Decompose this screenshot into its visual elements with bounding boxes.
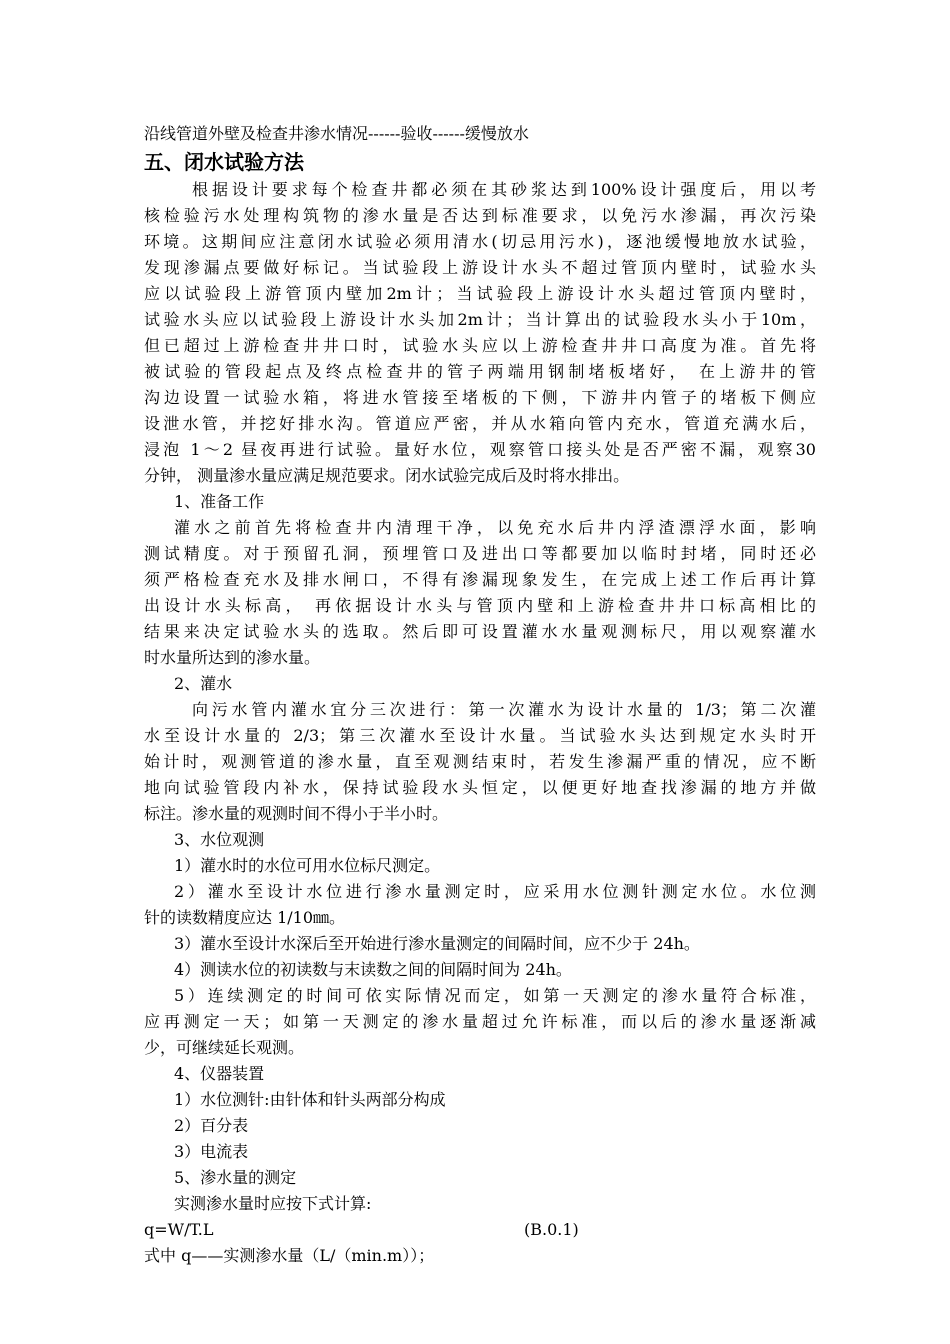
instrument-item: 2）百分表 bbox=[174, 1116, 249, 1135]
section-title: 五、闭水试验方法 bbox=[144, 150, 304, 174]
subsection-title-filling: 2、灌水 bbox=[174, 674, 233, 693]
subsection-title-preparation: 1、准备工作 bbox=[174, 492, 265, 511]
water-level-item-3: 3）灌水至设计水深后至开始进行渗水量测定的间隔时间，应不少于 24h。 bbox=[174, 934, 700, 953]
subsection-title-measurement: 5、渗水量的测定 bbox=[174, 1168, 297, 1187]
water-level-item-4: 4）测读水位的初读数与末读数之间的间隔时间为 24h。 bbox=[174, 960, 572, 979]
paragraph-line: 地向试验管段内补水，保持试验段水头恒定，以便更好地查找渗漏的地方并做 bbox=[144, 778, 816, 797]
water-level-item-2-line: 2）灌水至设计水位进行渗水量测定时，应采用水位测针测定水位。水位测 bbox=[174, 882, 816, 901]
paragraph-line: 出设计水头标高， 再依据设计水头与管顶内壁和上游检查井井口标高相比的 bbox=[144, 596, 816, 615]
instrument-item: 1）水位测针:由针体和针头两部分构成 bbox=[174, 1090, 446, 1109]
instrument-item: 3）电流表 bbox=[174, 1142, 249, 1161]
paragraph-line: 但已超过上游检查井井口时，试验水头应以上游检查井井口高度为准。首先将 bbox=[144, 336, 816, 355]
paragraph-line: 浸泡 1～2 昼夜再进行试验。量好水位，观察管口接头处是否严密不漏，观察30 bbox=[144, 440, 816, 459]
paragraph-line: 发现渗漏点要做好标记。当试验段上游设计水头不超过管顶内壁时，试验水头 bbox=[144, 258, 816, 277]
formula-number: (B.0.1) bbox=[524, 1220, 579, 1239]
document-body bbox=[144, 121, 816, 1269]
paragraph-line: 环境。这期间应注意闭水试验必须用清水(切忌用污水)，逐池缓慢地放水试验， bbox=[144, 232, 816, 251]
water-level-item-2-line: 针的读数精度应达 1/10㎜。 bbox=[144, 908, 346, 927]
paragraph-line: 标注。渗水量的观测时间不得小于半小时。 bbox=[144, 804, 449, 823]
main-paragraph bbox=[144, 177, 816, 489]
water-level-item-5-line: 5）连续测定的时间可依实际情况而定，如第一天测定的渗水量符合标准， bbox=[174, 986, 816, 1005]
paragraph-line: 灌水之前首先将检查井内清理干净，以免充水后井内浮渣漂浮水面，影响 bbox=[174, 518, 816, 537]
water-level-item-5-line: 少，可继续延长观测。 bbox=[144, 1038, 305, 1057]
formula-line bbox=[144, 1217, 816, 1243]
formula-note: 式中 q——实测渗水量（L/（min.m））； bbox=[144, 1246, 435, 1265]
subsection-title-instruments: 4、仪器装置 bbox=[174, 1064, 265, 1083]
paragraph-line: 沟边设置一试验水箱，将进水管接至堵板的下侧，下游井内管子的堵板下侧应 bbox=[144, 388, 816, 407]
paragraph-line: 须严格检查充水及排水闸口，不得有渗漏现象发生，在完成上述工作后再计算 bbox=[144, 570, 816, 589]
paragraph-line: 向污水管内灌水宜分三次进行：第一次灌水为设计水量的 1/3；第二次灌 bbox=[192, 700, 816, 719]
paragraph-line: 水至设计水量的 2/3；第三次灌水至设计水量。当试验水头达到规定水头时开 bbox=[144, 726, 816, 745]
water-level-item-5-line: 应再测定一天；如第一天测定的渗水量超过允许标准，而以后的渗水量逐渐减 bbox=[144, 1012, 816, 1031]
intro-line: 沿线管道外壁及检查井渗水情况------验收------缓慢放水 bbox=[144, 124, 529, 143]
filling-paragraph bbox=[144, 697, 816, 827]
paragraph-line: 时水量所达到的渗水量。 bbox=[144, 648, 321, 667]
measurement-intro: 实测渗水量时应按下式计算: bbox=[174, 1194, 372, 1213]
preparation-paragraph bbox=[144, 515, 816, 671]
paragraph-line: 核检验污水处理构筑物的渗水量是否达到标准要求，以免污水渗漏，再次污染 bbox=[144, 206, 816, 225]
subsection-title-water-level: 3、水位观测 bbox=[174, 830, 265, 849]
paragraph-line: 被试验的管段起点及终点检查井的管子两端用钢制堵板堵好， 在上游井的管 bbox=[144, 362, 816, 381]
paragraph-line: 试验水头应以试验段上游设计水头加2m计；当计算出的试验段水头小于10m， bbox=[144, 310, 816, 329]
paragraph-line: 根据设计要求每个检查井都必须在其砂浆达到100%设计强度后，用以考 bbox=[192, 180, 816, 199]
paragraph-line: 设泄水管，并挖好排水沟。管道应严密，并从水箱向管内充水，管道充满水后， bbox=[144, 414, 816, 433]
paragraph-line: 始计时，观测管道的渗水量，直至观测结束时，若发生渗漏严重的情况，应不断 bbox=[144, 752, 816, 771]
paragraph-line: 分钟， 测量渗水量应满足规范要求。闭水试验完成后及时将水排出。 bbox=[144, 466, 630, 485]
paragraph-line: 结果来决定试验水头的选取。然后即可设置灌水水量观测标尺，用以观察灌水 bbox=[144, 622, 816, 641]
paragraph-line: 测试精度。对于预留孔洞，预埋管口及进出口等都要加以临时封堵，同时还必 bbox=[144, 544, 816, 563]
water-level-item-1: 1）灌水时的水位可用水位标尺测定。 bbox=[174, 856, 441, 875]
paragraph-line: 应以试验段上游管顶内壁加2m计；当试验段上游设计水头超过管顶内壁时， bbox=[144, 284, 816, 303]
formula: q=W/T.L bbox=[144, 1220, 214, 1239]
